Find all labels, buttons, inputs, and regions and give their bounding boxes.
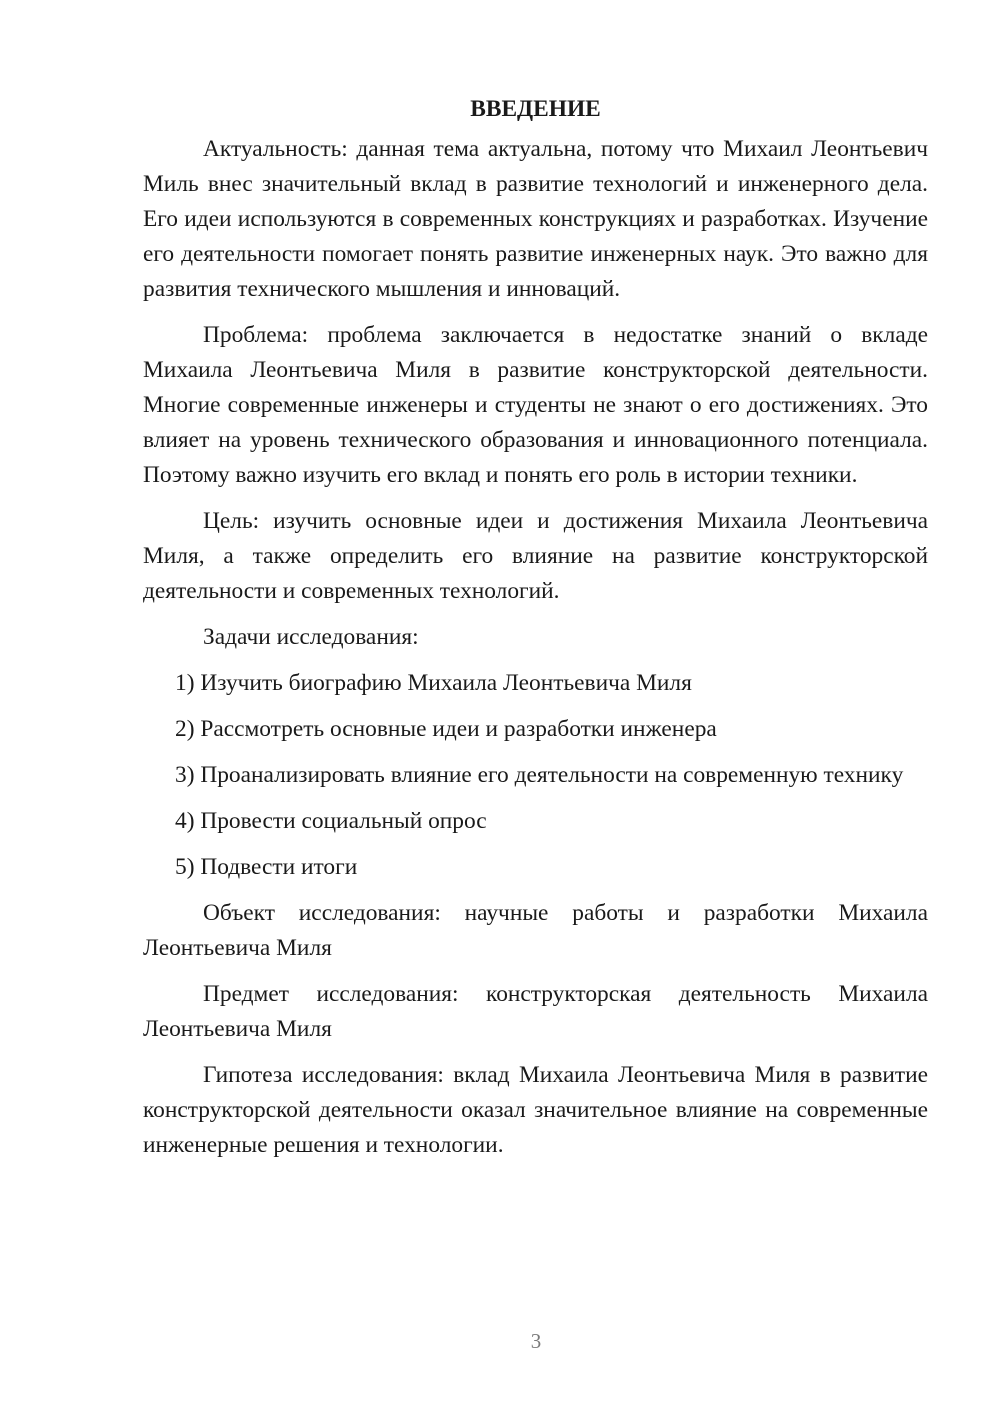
goal-paragraph: Цель: изучить основные идеи и достижения Михаила Леонтьевича Миля, а также определить его влияние на развитие конструкторской деятельности и современных технологий. bbox=[143, 508, 928, 604]
page-number: 3 bbox=[530, 1329, 542, 1353]
problem-paragraph: Проблема: проблема заключается в недостатке знаний о вкладе Михаила Леонтьевича Миля в развитие конструкторской деятельности. Многие современные инженеры и студенты не знают о его достижениях. Это влияет на уровень технического образования и инновационного потенциала. Поэтому важно изучить его вклад и понять его роль в истории техники. bbox=[143, 322, 928, 488]
relevance-paragraph: Актуальность: данная тема актуальна, потому что Михаил Леонтьевич Миль внес значительный вклад в развитие технологий и инженерного дела. Его идеи используются в современных конструкциях и разработках. Изучение его деятельности помогает понять развитие инженерных наук. Это важно для развития технического мышления и инноваций. bbox=[143, 136, 928, 302]
section-heading: ВВЕДЕНИЕ bbox=[470, 96, 601, 122]
tasks-heading: Задачи исследования: bbox=[203, 624, 419, 650]
task-item-3: 3) Проанализировать влияние его деятельности на современную технику bbox=[175, 762, 904, 788]
page-content bbox=[143, 92, 928, 1163]
hypothesis-paragraph: Гипотеза исследования: вклад Михаила Леонтьевича Миля в развитие конструкторской деятельности оказал значительное влияние на современные инженерные решения и технологии. bbox=[143, 1062, 928, 1158]
object-paragraph: Объект исследования: научные работы и разработки Михаила Леонтьевича Миля bbox=[143, 900, 928, 961]
task-item-2: 2) Рассмотреть основные идеи и разработки инженера bbox=[175, 716, 717, 742]
task-item-4: 4) Провести социальный опрос bbox=[175, 808, 487, 834]
task-item-1: 1) Изучить биографию Михаила Леонтьевича Миля bbox=[175, 670, 692, 696]
task-item-5: 5) Подвести итоги bbox=[175, 854, 358, 880]
subject-paragraph: Предмет исследования: конструкторская деятельность Михаила Леонтьевича Миля bbox=[143, 981, 928, 1042]
